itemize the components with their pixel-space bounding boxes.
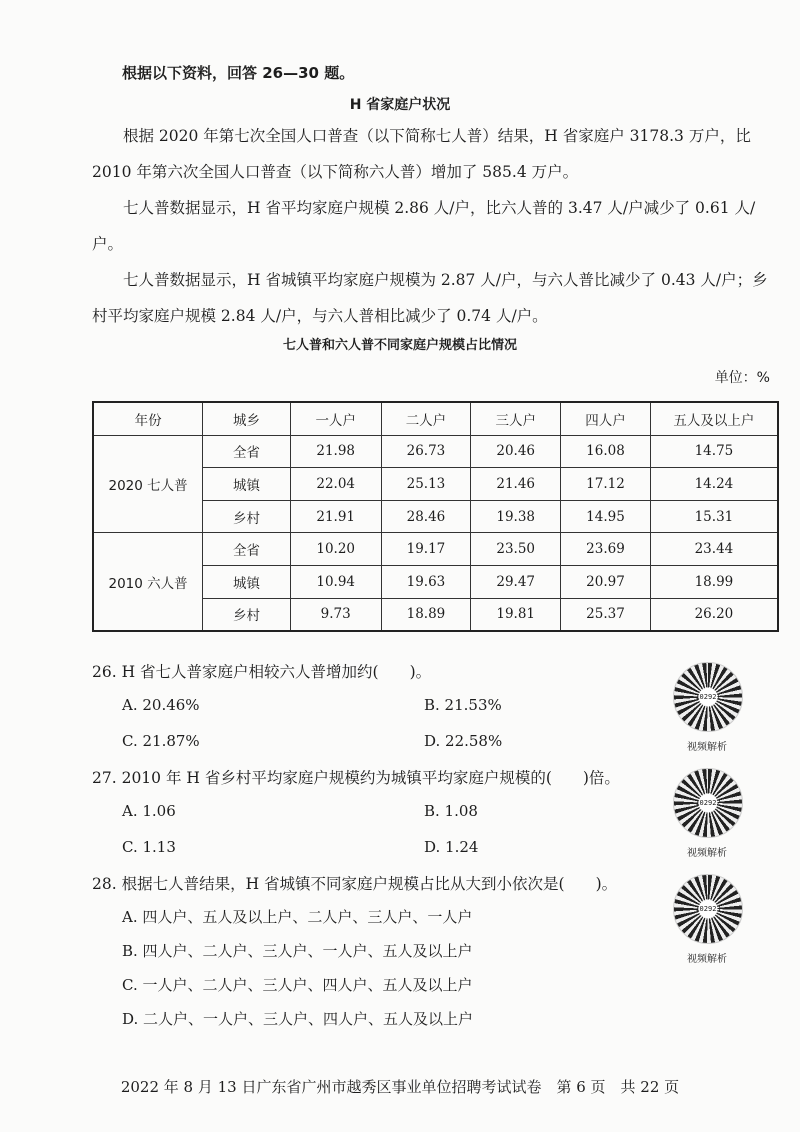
value-cell: 23.69 — [561, 533, 651, 566]
value-cell: 19.81 — [471, 598, 561, 631]
qr-caption: 视频解析 — [687, 848, 727, 859]
page-footer: 2022 年 8 月 13 日广东省广州市越秀区事业单位招聘考试试卷 第 6 页 共 22 页 — [120, 1078, 680, 1096]
header-four-person: 四人户 — [561, 402, 651, 435]
year-cell: 2020 七人普 — [93, 435, 203, 533]
question-28-option-a[interactable]: A. 四人户、五人及以上户、二人户、三人户、一人户 — [122, 908, 473, 926]
value-cell: 10.94 — [290, 565, 381, 598]
value-cell: 23.50 — [471, 533, 561, 566]
value-cell: 26.73 — [381, 435, 471, 468]
question-26-option-a[interactable]: A. 20.46% — [122, 696, 200, 714]
value-cell: 25.37 — [561, 598, 651, 631]
question-28-option-c[interactable]: C. 一人户、二人户、三人户、四人户、五人及以上户 — [122, 976, 473, 994]
table-title: 七人普和六人普不同家庭户规模占比情况 — [282, 338, 517, 353]
header-year: 年份 — [93, 402, 203, 435]
question-28-option-b[interactable]: B. 四人户、二人户、三人户、一人户、五人及以上户 — [122, 942, 473, 960]
value-cell: 16.08 — [561, 435, 651, 468]
table-row — [93, 435, 778, 468]
region-cell: 城镇 — [203, 565, 291, 598]
header-three-person: 三人户 — [471, 402, 561, 435]
paragraph-2: 七人普数据显示，H 省平均家庭户规模 2.86 人/户，比六人普的 3.47 人/户减少了 0.61 人/户。 — [92, 199, 756, 253]
value-cell: 14.75 — [650, 435, 778, 468]
value-cell: 14.24 — [650, 468, 778, 501]
qr-code-icon — [673, 874, 743, 944]
value-cell: 18.89 — [381, 598, 471, 631]
question-27-option-c[interactable]: C. 1.13 — [122, 838, 176, 856]
value-cell: 29.47 — [471, 565, 561, 598]
table-unit: 单位：% — [714, 370, 770, 386]
question-26-stem: 26. H 省七人普家庭户相较六人普增加约( )。 — [92, 663, 432, 681]
header-region: 城乡 — [203, 402, 291, 435]
question-26-option-b[interactable]: B. 21.53% — [424, 696, 502, 714]
paragraph-1: 根据 2020 年第七次全国人口普查（以下简称七人普）结果，H 省家庭户 3178.3 万户，比 2010 年第六次全国人口普查（以下简称六人普）增加了 585.4 万户。 — [92, 127, 751, 181]
value-cell: 15.31 — [650, 500, 778, 533]
value-cell: 20.97 — [561, 565, 651, 598]
region-cell: 乡村 — [203, 598, 291, 631]
qr-code-icon — [673, 768, 743, 838]
question-28-stem: 28. 根据七人普结果，H 省城镇不同家庭户规模占比从大到小依次是( )。 — [92, 875, 618, 893]
household-size-table — [92, 401, 779, 632]
header-one-person: 一人户 — [290, 402, 381, 435]
value-cell: 10.20 — [290, 533, 381, 566]
qr-code-icon — [673, 662, 743, 732]
header-five-plus: 五人及以上户 — [650, 402, 778, 435]
question-27-option-a[interactable]: A. 1.06 — [122, 802, 176, 820]
value-cell: 18.99 — [650, 565, 778, 598]
question-26-option-c[interactable]: C. 21.87% — [122, 732, 200, 750]
year-cell: 2010 六人普 — [93, 533, 203, 631]
value-cell: 17.12 — [561, 468, 651, 501]
qr-code-27[interactable] — [668, 768, 746, 859]
question-28-option-d[interactable]: D. 二人户、一人户、三人户、四人户、五人及以上户 — [122, 1010, 474, 1028]
question-27-option-d[interactable]: D. 1.24 — [424, 838, 479, 856]
value-cell: 23.44 — [650, 533, 778, 566]
qr-code-number: 102921 — [695, 693, 721, 701]
paragraph-3: 七人普数据显示，H 省城镇平均家庭户规模为 2.87 人/户，与六人普比减少了 0.43 人/户；乡村平均家庭户规模 2.84 人/户，与六人普相比减少了 0.74 人/户。 — [92, 271, 768, 325]
region-cell: 城镇 — [203, 468, 291, 501]
qr-caption: 视频解析 — [687, 742, 727, 753]
value-cell: 28.46 — [381, 500, 471, 533]
qr-code-28[interactable] — [668, 874, 746, 965]
question-27-option-b[interactable]: B. 1.08 — [424, 802, 478, 820]
value-cell: 26.20 — [650, 598, 778, 631]
region-cell: 乡村 — [203, 500, 291, 533]
region-cell: 全省 — [203, 435, 291, 468]
qr-code-number: 102923 — [695, 905, 721, 913]
section-title: H 省家庭户状况 — [349, 97, 451, 113]
table-row — [93, 533, 778, 566]
value-cell: 9.73 — [290, 598, 381, 631]
value-cell: 19.38 — [471, 500, 561, 533]
question-26-option-d[interactable]: D. 22.58% — [424, 732, 503, 750]
qr-code-26[interactable] — [668, 662, 746, 753]
table-header-row — [93, 402, 778, 435]
value-cell: 22.04 — [290, 468, 381, 501]
value-cell: 21.98 — [290, 435, 381, 468]
qr-caption: 视频解析 — [687, 954, 727, 965]
intro-text: 根据以下资料，回答 26—30 题。 — [122, 64, 355, 82]
value-cell: 21.91 — [290, 500, 381, 533]
qr-code-number: 102922 — [695, 799, 721, 807]
question-27-stem: 27. 2010 年 H 省乡村平均家庭户规模约为城镇平均家庭户规模的( )倍。 — [92, 769, 620, 787]
value-cell: 19.63 — [381, 565, 471, 598]
region-cell: 全省 — [203, 533, 291, 566]
value-cell: 20.46 — [471, 435, 561, 468]
value-cell: 25.13 — [381, 468, 471, 501]
value-cell: 14.95 — [561, 500, 651, 533]
value-cell: 21.46 — [471, 468, 561, 501]
header-two-person: 二人户 — [381, 402, 471, 435]
value-cell: 19.17 — [381, 533, 471, 566]
